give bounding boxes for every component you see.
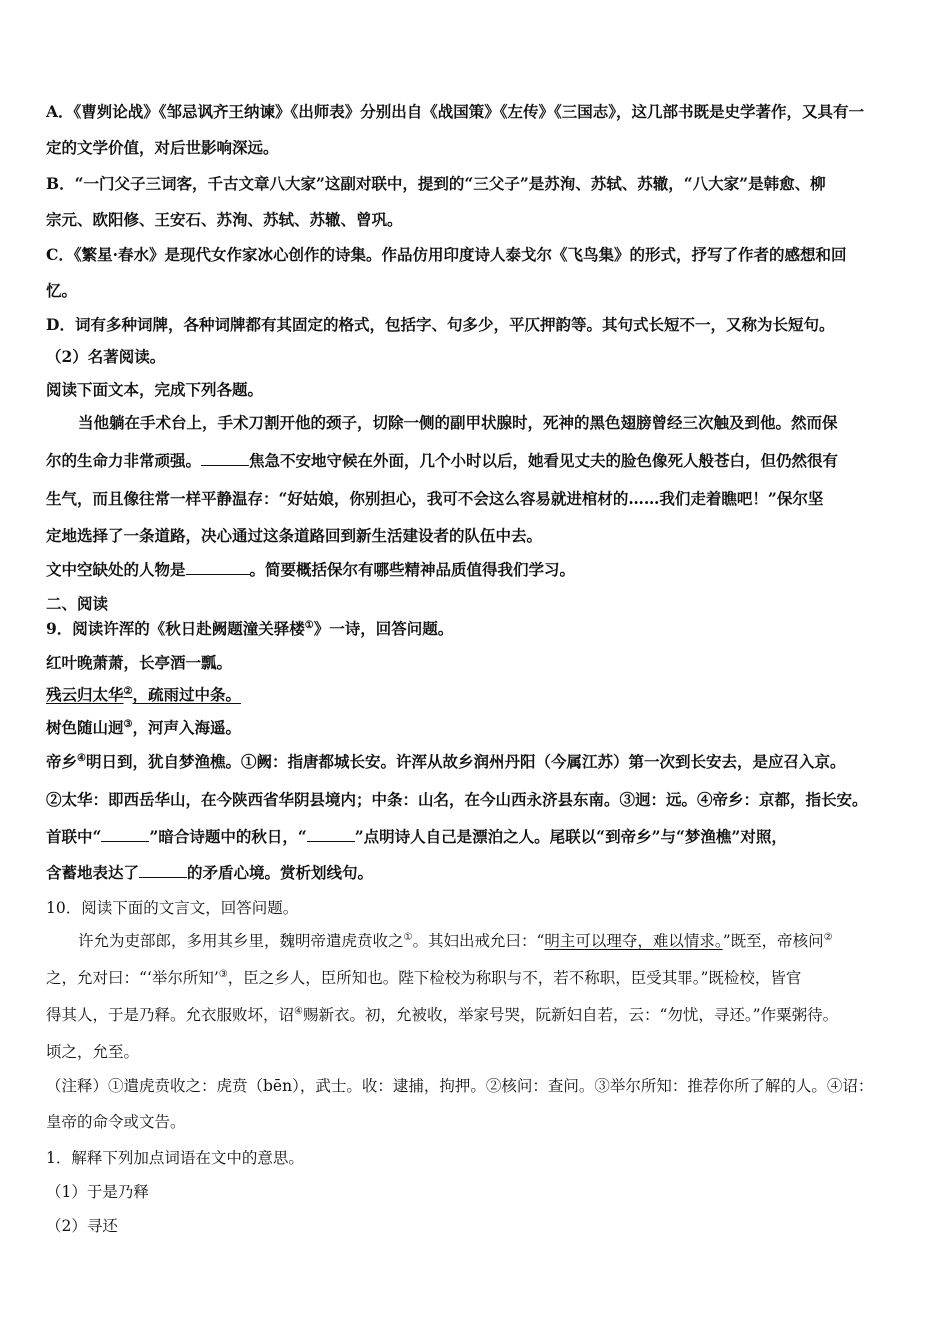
passage-line-1: 当他躺在手术台上，手术刀割开他的颈子，切除一侧的副甲状腺时，死神的黑色翅膀曾经三次触及到他。然而保 <box>78 413 838 432</box>
footnote-marker: ④ <box>77 752 86 764</box>
poem-line-3-end: ，河声入海遥。 <box>132 718 241 737</box>
footnote-marker: ② <box>823 931 833 943</box>
classical-text-part: ，臣之乡人，臣所知也。陛下检校为称职与不，若不称职，臣受其罪。”既检校，皆官 <box>227 969 802 987</box>
footnote-marker: ③ <box>123 718 133 730</box>
option-a-line-2: 定的文学价值，对后世影响深远。 <box>46 138 279 157</box>
option-a-line-1: A．《曹刿论战》《邹忌讽齐王纳谏》《出师表》分别出自《战国策》《左传》《三国志》，这几部书既是史学著作，又具有一 <box>46 102 865 121</box>
option-c-line-2: 忆。 <box>46 281 78 300</box>
question-9-text-part: 首联中“ <box>46 827 102 846</box>
fill-blank[interactable] <box>101 827 149 842</box>
read-intro: 阅读下面文本，完成下列各题。 <box>46 380 264 399</box>
poem-line-1: 红叶晚萧萧，长亭酒一瓢。 <box>46 653 233 672</box>
option-b-line-2: 宗元、欧阳修、王安石、苏洵、苏轼、苏辙、曾巩。 <box>46 210 403 229</box>
poem-line-2-start: 残云归太华 <box>46 685 124 704</box>
classical-text-part: 得其人，于是乃释。允衣服败坏，诏 <box>46 1006 295 1024</box>
passage-line-2-end: 焦急不安地守候在外面，几个小时以后，她看见丈夫的脸色像死人般苍白，但仍然很有 <box>249 451 839 470</box>
sub-question-1-item-2: （2）寻还 <box>46 1217 118 1235</box>
question-9-text-1 <box>46 825 908 849</box>
footnote-marker: ③ <box>218 968 228 980</box>
footnote-marker: ② <box>123 685 133 697</box>
passage-line-2 <box>46 449 908 473</box>
classical-text-line-1 <box>78 929 908 953</box>
poem-line-2-end: ，疏雨过中条。 <box>132 685 241 704</box>
question-10-heading: 10．阅读下面的文言文，回答问题。 <box>46 899 299 917</box>
fill-blank[interactable] <box>186 560 250 575</box>
blank-question-end: 。简要概括保尔有哪些精神品质值得我们学习。 <box>249 560 576 579</box>
poem-line-3-start: 树色随山迥 <box>46 718 124 737</box>
poem-line-2 <box>46 683 908 707</box>
footnote-marker: ① <box>304 619 314 631</box>
fill-blank[interactable] <box>307 827 355 842</box>
passage-line-4: 定地选择了一条道路，决心通过这条道路回到新生活建设者的队伍中去。 <box>46 526 543 545</box>
question-9-text-part: ”暗合诗题中的秋日，“ <box>149 827 307 846</box>
classical-text-line-2 <box>46 966 908 990</box>
classical-text-part: 。其妇出戒允曰：“ <box>412 932 545 950</box>
passage-line-3: 生气，而且像往常一样平静温存：“好姑娘，你别担心，我可不会这么容易就进棺材的……我们走着瞧吧！”保尔坚 <box>46 489 824 508</box>
classical-text-line-3 <box>46 1003 908 1027</box>
question-9-end: 》一诗，回答问题。 <box>313 619 454 638</box>
classical-text-part: ”既至，帝核问 <box>722 932 824 950</box>
fill-blank[interactable] <box>201 451 249 466</box>
poem-line-3 <box>46 716 908 740</box>
question-9-text-2 <box>46 861 908 885</box>
classical-text-part: 之，允对曰：“‘举尔所知’ <box>46 969 219 987</box>
sub-question-1: 1．解释下列加点词语在文中的意思。 <box>46 1149 304 1167</box>
option-b-line-1: B．“一门父子三词客，千古文章八大家”这副对联中，提到的“三父子”是苏洵、苏轼、苏辙，“八大家”是韩愈、柳 <box>46 174 826 193</box>
poem-line-4-start: 帝乡 <box>46 752 78 771</box>
blank-question-start: 文中空缺处的人物是 <box>46 560 186 579</box>
classical-text-part: 赐新衣。初，允被收，举家号哭，阮新妇自若，云：“勿忧，寻还。”作粟粥待。 <box>302 1006 839 1024</box>
passage-line-2-start: 尔的生命力非常顽强。 <box>46 451 202 470</box>
classical-text-line-4: 顷之，允至。 <box>46 1043 140 1061</box>
question-9-text-part: 含蓄地表达了 <box>46 863 140 882</box>
question-9-text-part: ”点明诗人自己是漂泊之人。尾联以“到帝乡”与“梦渔樵”对照， <box>354 827 787 846</box>
sub-question-1-item-1: （1）于是乃释 <box>46 1183 149 1201</box>
section-heading: 二、阅读 <box>46 594 109 613</box>
question-9-heading <box>46 617 908 641</box>
poem-line-4-end: 明日到，犹自梦渔樵。①阙：指唐都城长安。许浑从故乡润州丹阳（今属江苏）第一次到长安去，是应召入京。 <box>85 752 846 771</box>
fill-blank[interactable] <box>139 863 187 878</box>
footnote-marker: ① <box>403 931 413 943</box>
footnote-marker: ④ <box>294 1005 303 1017</box>
option-c-line-1: C．《繁星·春水》是现代女作家冰心创作的诗集。作品仿用印度诗人泰戈尔《飞鸟集》的形式，抒写了作者的感想和回 <box>46 245 847 264</box>
question-9-text-part: 的矛盾心境。赏析划线句。 <box>187 863 374 882</box>
question-2-heading: （2）名著阅读。 <box>46 347 166 366</box>
poem-line-4 <box>46 750 908 774</box>
question-9-start: 9．阅读许浑的《秋日赴阙题潼关驿楼 <box>46 619 305 638</box>
poem-notes: ②太华：即西岳华山，在今陕西省华阴县境内；中条：山名，在今山西永济县东南。③迥：远。④帝乡：京都，指长安。 <box>46 790 868 809</box>
option-d-line-1: D．词有多种词牌，各种词牌都有其固定的格式，包括字、句多少，平仄押韵等。其句式长短不一，又称为长短句。 <box>46 315 835 334</box>
annotation-line-1: （注释）①遣虎贲收之：虎贲（bēn），武士。收：逮捕，拘押。②核问：查问。③举尔所知：推荐你所了解的人。④诏： <box>46 1077 874 1095</box>
annotation-line-2: 皇帝的命令或文告。 <box>46 1113 186 1131</box>
classical-text-part: 许允为吏部郎，多用其乡里，魏明帝遣虎贲收之 <box>78 932 404 950</box>
underlined-quote: 明主可以理夺，难以情求。 <box>544 932 723 950</box>
blank-question <box>46 558 908 582</box>
